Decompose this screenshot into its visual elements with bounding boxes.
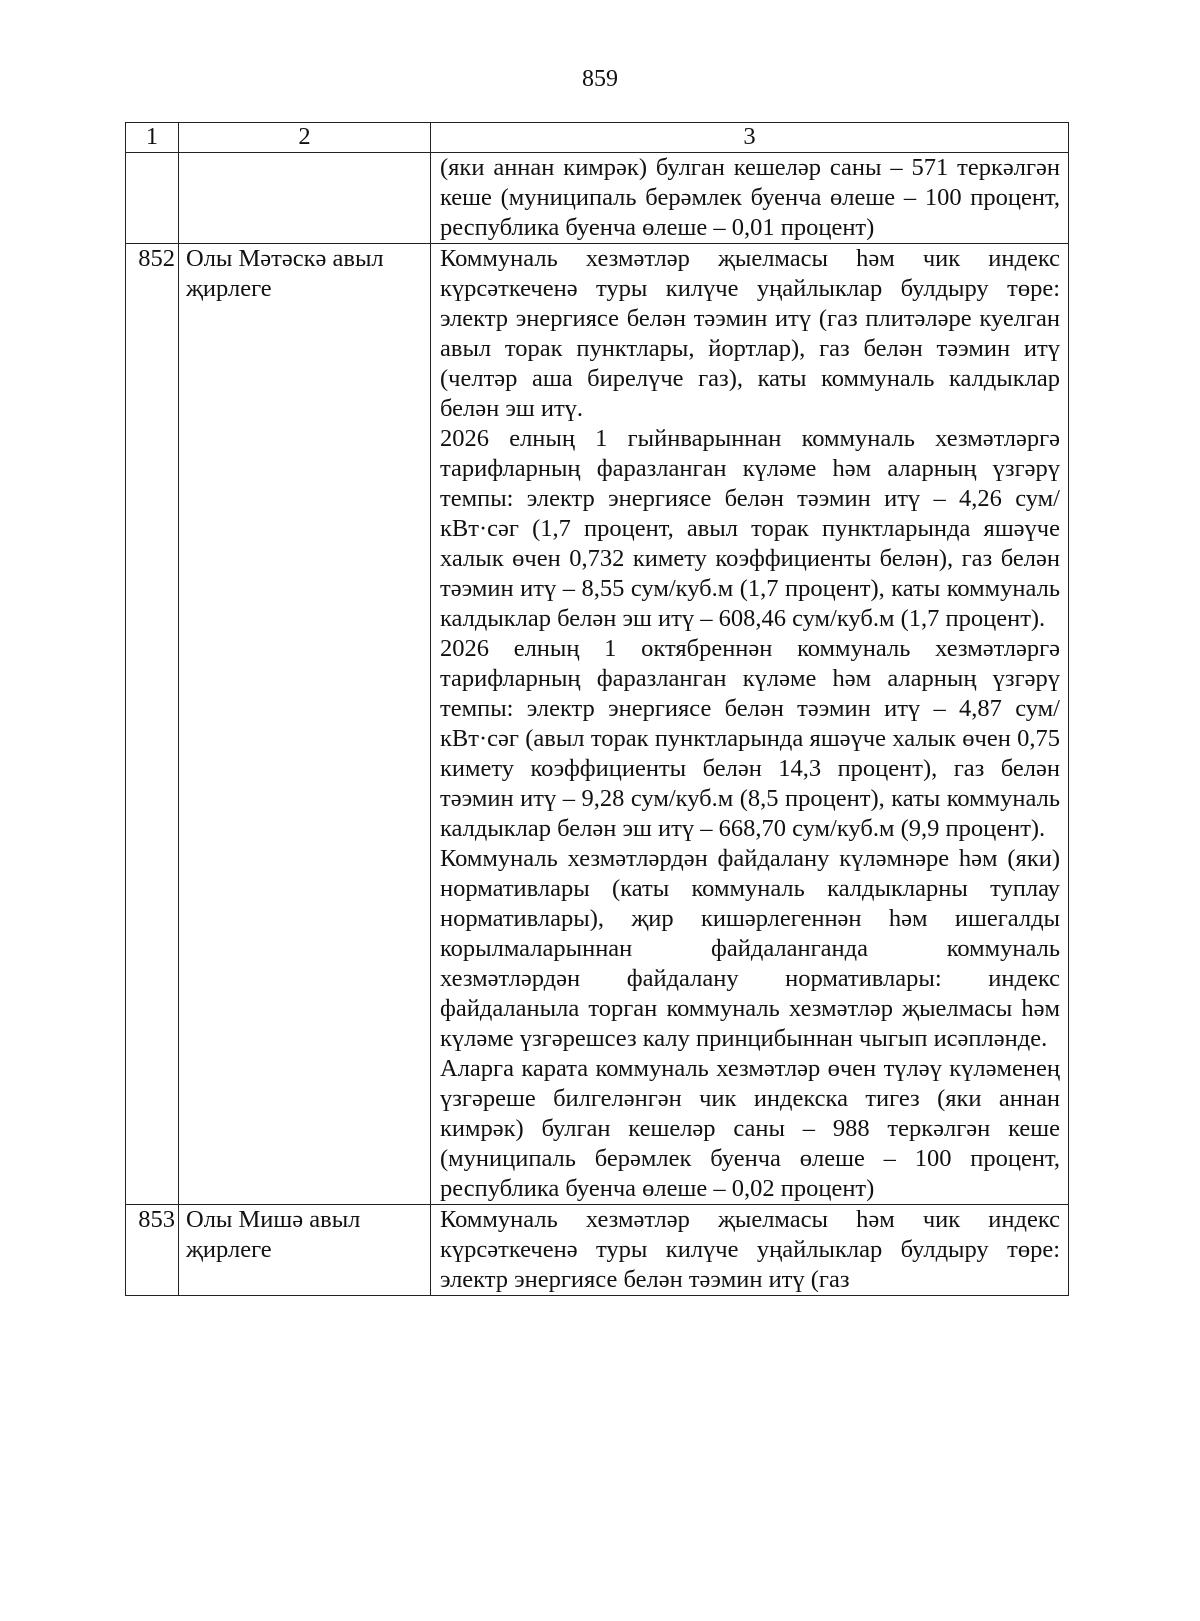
row-number-cell: 852 bbox=[126, 244, 179, 1205]
row-number-cell: 853 bbox=[126, 1205, 179, 1296]
row-content-cell bbox=[431, 1205, 1069, 1296]
data-table bbox=[125, 122, 1069, 1296]
table-row-853 bbox=[126, 1205, 1069, 1296]
row-name-cell bbox=[179, 153, 431, 244]
content-paragraph: (яки аннан кимрәк) булган кешеләр саны – 571 теркәлгән кеше (муниципаль берәмлек буенча өлеше – 100 процент, республика буенча өлеше – 0,01 процент) bbox=[440, 154, 1060, 241]
table-header-row bbox=[126, 123, 1069, 153]
content-paragraph: Аларга карата коммуналь хезмәтләр өчен түләү күләменең үзгәреше билгеләнгән чик индекска тигез (яки аннан кимрәк) булган кешеләр саны – 988 теркәлгән кеше (муниципаль берәмлек буенча өлеше – 100 процент, республика буенча өлеше – 0,02 процент) bbox=[440, 1055, 1060, 1202]
column-header-1: 1 bbox=[126, 123, 179, 153]
content-paragraph: 2026 елның 1 гыйнварыннан коммуналь хезмәтләргә тарифларның фаразланган күләме һәм аларның үзгәрү темпы: электр энергиясе белән тәэмин итү – 4,26 сум/кВт·сәг (1,7 процент, авыл торак пунктларында яшәүче халык өчен 0,732 кимету коэффициенты белән), газ белән тәэмин итү – 8,55 сум/куб.м (1,7 процент), каты коммуналь калдыклар белән эш итү – 608,46 сум/куб.м (1,7 процент). bbox=[440, 425, 1060, 632]
content-paragraph: Коммуналь хезмәтләр җыелмасы һәм чик индекс күрсәткеченә туры килүче уңайлыклар булдыру төре: электр энергиясе белән тәэмин итү (газ плитәләре куелган авыл торак пунктлары, йортлар), газ белән тәэмин итү (челтәр аша бирелүче газ), каты коммуналь калдыклар белән эш итү. bbox=[440, 245, 1060, 422]
column-header-3: 3 bbox=[431, 123, 1069, 153]
table-row-852 bbox=[126, 244, 1069, 1205]
table-row-continuation bbox=[126, 153, 1069, 244]
column-header-2: 2 bbox=[179, 123, 431, 153]
row-name-cell: Олы Мәтәскә авыл җирлеге bbox=[179, 244, 431, 1205]
content-paragraph: 2026 елның 1 октябреннән коммуналь хезмәтләргә тарифларның фаразланган күләме һәм аларның үзгәрү темпы: электр энергиясе белән тәэмин итү – 4,87 сум/кВт·сәг (авыл торак пунктларында яшәүче халык өчен 0,75 кимету коэффициенты белән 14,3 процент), газ белән тәэмин итү – 9,28 сум/куб.м (8,5 процент), каты коммуналь калдыклар белән эш итү – 668,70 сум/куб.м (9,9 процент). bbox=[440, 635, 1060, 842]
row-content-cell bbox=[431, 153, 1069, 244]
row-number-cell bbox=[126, 153, 179, 244]
row-name-cell: Олы Мишә авыл җирлеге bbox=[179, 1205, 431, 1296]
content-paragraph: Коммуналь хезмәтләрдән файдалану күләмнәре һәм (яки) нормативлары (каты коммуналь калдыкларны туплау нормативлары), җир кишәрлегеннән һәм ишегалды корылмаларыннан файдаланганда коммуналь хезмәтләрдән файдалану нормативлары: индекс файдаланыла торган коммуналь хезмәтләр җыелмасы һәм күләме үзгәрешсез калу принцибыннан чыгып исәпләнде. bbox=[440, 845, 1060, 1052]
content-paragraph: Коммуналь хезмәтләр җыелмасы һәм чик индекс күрсәткеченә туры килүче уңайлыклар булдыру төре: электр энергиясе белән тәэмин итү (газ bbox=[440, 1206, 1060, 1293]
page-number: 859 bbox=[582, 66, 618, 92]
row-content-cell bbox=[431, 244, 1069, 1205]
